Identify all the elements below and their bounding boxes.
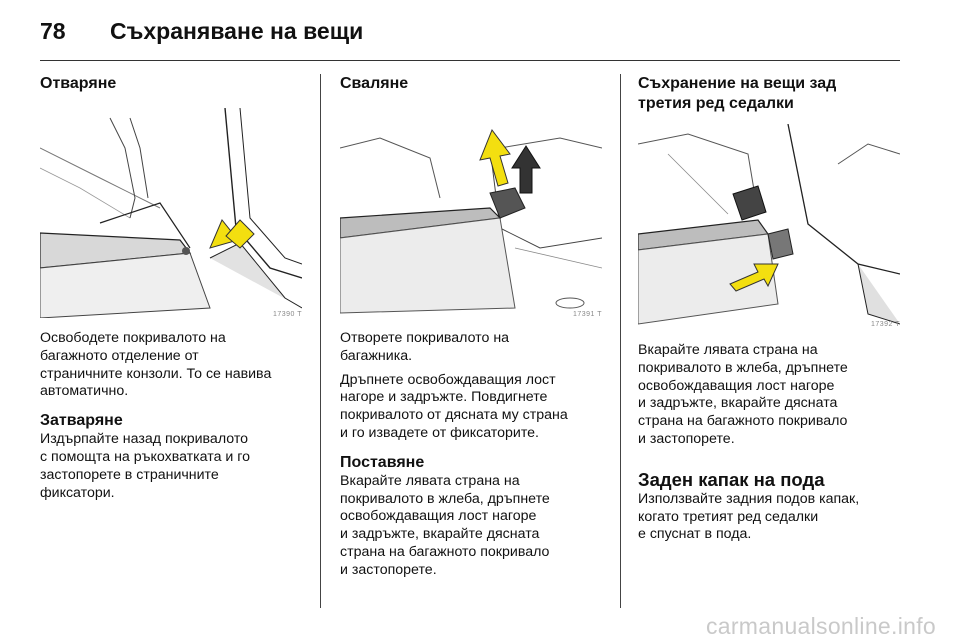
paragraph-installation: Вкарайте лявата страна на покривалото в жлеба, дръпнете освобождаващия лост нагоре и задръжте, вкарайте дясната страна на багажното покривало и застопорете. (340, 472, 550, 578)
figure-storage (638, 124, 900, 328)
section-heading-rear-floor-cover: Заден капак на пода (638, 468, 825, 490)
header-divider (40, 60, 900, 61)
figure-id: 17392 T (870, 321, 900, 328)
paragraph-rear-floor-cover: Използвайте задния подов капак, когато третият ред седалки е спуснат в пода. (638, 490, 860, 543)
paragraph-release: Освободете покривалото на багажното отделение от страничните конзоли. То се навива автоматично. (40, 330, 272, 400)
column-storage-behind-third-row (638, 74, 900, 544)
figure-removal (340, 108, 602, 318)
paragraph-storage: Вкарайте лявата страна на покривалото в жлеба, дръпнете освобождаващия лост нагоре и задръжте, вкарайте дясната страна на багажното покривало и застопорете. (638, 342, 848, 447)
paragraph-open-cover: Отворете покривалото на багажника. (340, 330, 510, 364)
figure-id: 17391 T (572, 311, 602, 318)
page-number: 78 (40, 17, 66, 44)
page-header (40, 14, 363, 48)
column-divider-1 (320, 74, 321, 608)
watermark: carmanualsonline.info (705, 613, 936, 639)
figure-opening (40, 108, 302, 318)
illustration-cargo-cover-removal (340, 108, 602, 318)
illustration-cargo-cover-release (40, 108, 302, 318)
section-heading-storage: Съхранение на вещи зад третия ред седалки (638, 75, 837, 112)
column-removal (340, 74, 612, 580)
paragraph-closing: Издърпайте назад покривалото с помощта на ръкохватката и го застопорете в страничните фиксатори. (40, 431, 251, 501)
figure-id: 17390 T (272, 311, 302, 318)
illustration-cover-storage (638, 124, 900, 328)
section-heading-removal: Сваляне (340, 75, 409, 92)
page-title: Съхраняване на вещи (110, 17, 364, 44)
column-opening (40, 74, 312, 502)
section-heading-installation: Поставяне (340, 453, 425, 471)
section-heading-closing: Затваряне (40, 412, 123, 430)
section-heading-opening: Отваряне (40, 75, 117, 92)
paragraph-remove-cover: Дръпнете освобождаващия лост нагоре и задръжте. Повдигнете покривалото от дясната му страна и го извадете от фиксаторите. (340, 371, 568, 441)
column-divider-2 (620, 74, 621, 608)
